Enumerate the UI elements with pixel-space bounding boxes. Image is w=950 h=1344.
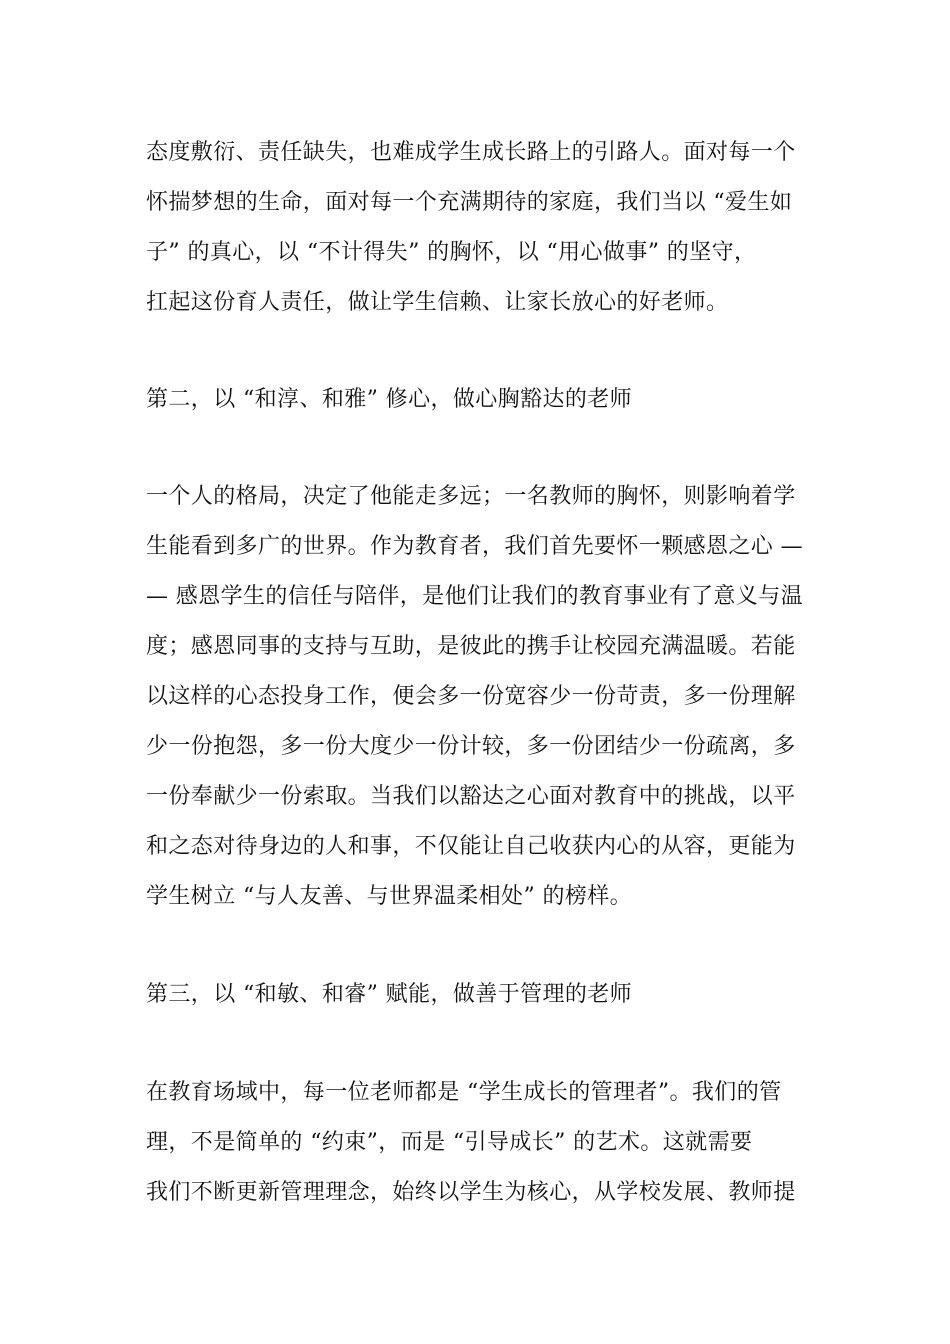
paragraph-line: 我们不断更新管理理念，始终以学生为核心，从学校发展、教师提: [146, 1180, 796, 1205]
paragraph-line: 学生树立 “与人友善、与世界温柔相处” 的榜样。: [146, 884, 633, 909]
paragraph-line: 在教育场域中，每一位老师都是 “学生成长的管理者”。我们的管: [146, 1080, 782, 1105]
paragraph-line: 一个人的格局，决定了他能走多远；一名教师的胸怀，则影响着学: [146, 484, 796, 509]
paragraph-line: 理，不是简单的 “约束”，而是 “引导成长” 的艺术。这就需要: [146, 1130, 753, 1155]
paragraph-line: 和之态对待身边的人和事，不仅能让自己收获内心的从容，更能为: [146, 834, 796, 859]
paragraph-line: 态度敷衍、责任缺失，也难成学生成长路上的引路人。面对每一个: [146, 140, 796, 165]
paragraph-line: — 感恩学生的信任与陪伴，是他们让我们的教育事业有了意义与温: [146, 584, 803, 609]
paragraph-line: 度；感恩同事的支持与互助，是彼此的携手让校园充满温暖。若能: [146, 634, 796, 659]
paragraph-line: 生能看到多广的世界。作为教育者，我们首先要怀一颗感恩之心 —: [146, 534, 803, 559]
paragraph-line: 怀揣梦想的生命，面对每一个充满期待的家庭，我们当以 “爱生如: [146, 190, 793, 215]
paragraph-line: 子” 的真心，以 “不计得失” 的胸怀，以 “用心做事” 的坚守，: [146, 240, 757, 265]
paragraph-line: 以这样的心态投身工作，便会多一份宽容少一份苛责，多一份理解: [146, 684, 796, 709]
paragraph-line: 一份奉献少一份索取。当我们以豁达之心面对教育中的挑战，以平: [146, 784, 796, 809]
section-heading-2: 第二，以 “和淳、和雅” 修心，做心胸豁达的老师: [146, 387, 633, 412]
section-heading-3: 第三，以 “和敏、和睿” 赋能，做善于管理的老师: [146, 982, 633, 1007]
paragraph-line: 少一份抱怨，多一份大度少一份计较，多一份团结少一份疏离，多: [146, 734, 796, 759]
paragraph-line: 扛起这份育人责任，做让学生信赖、让家长放心的好老师。: [146, 290, 729, 315]
